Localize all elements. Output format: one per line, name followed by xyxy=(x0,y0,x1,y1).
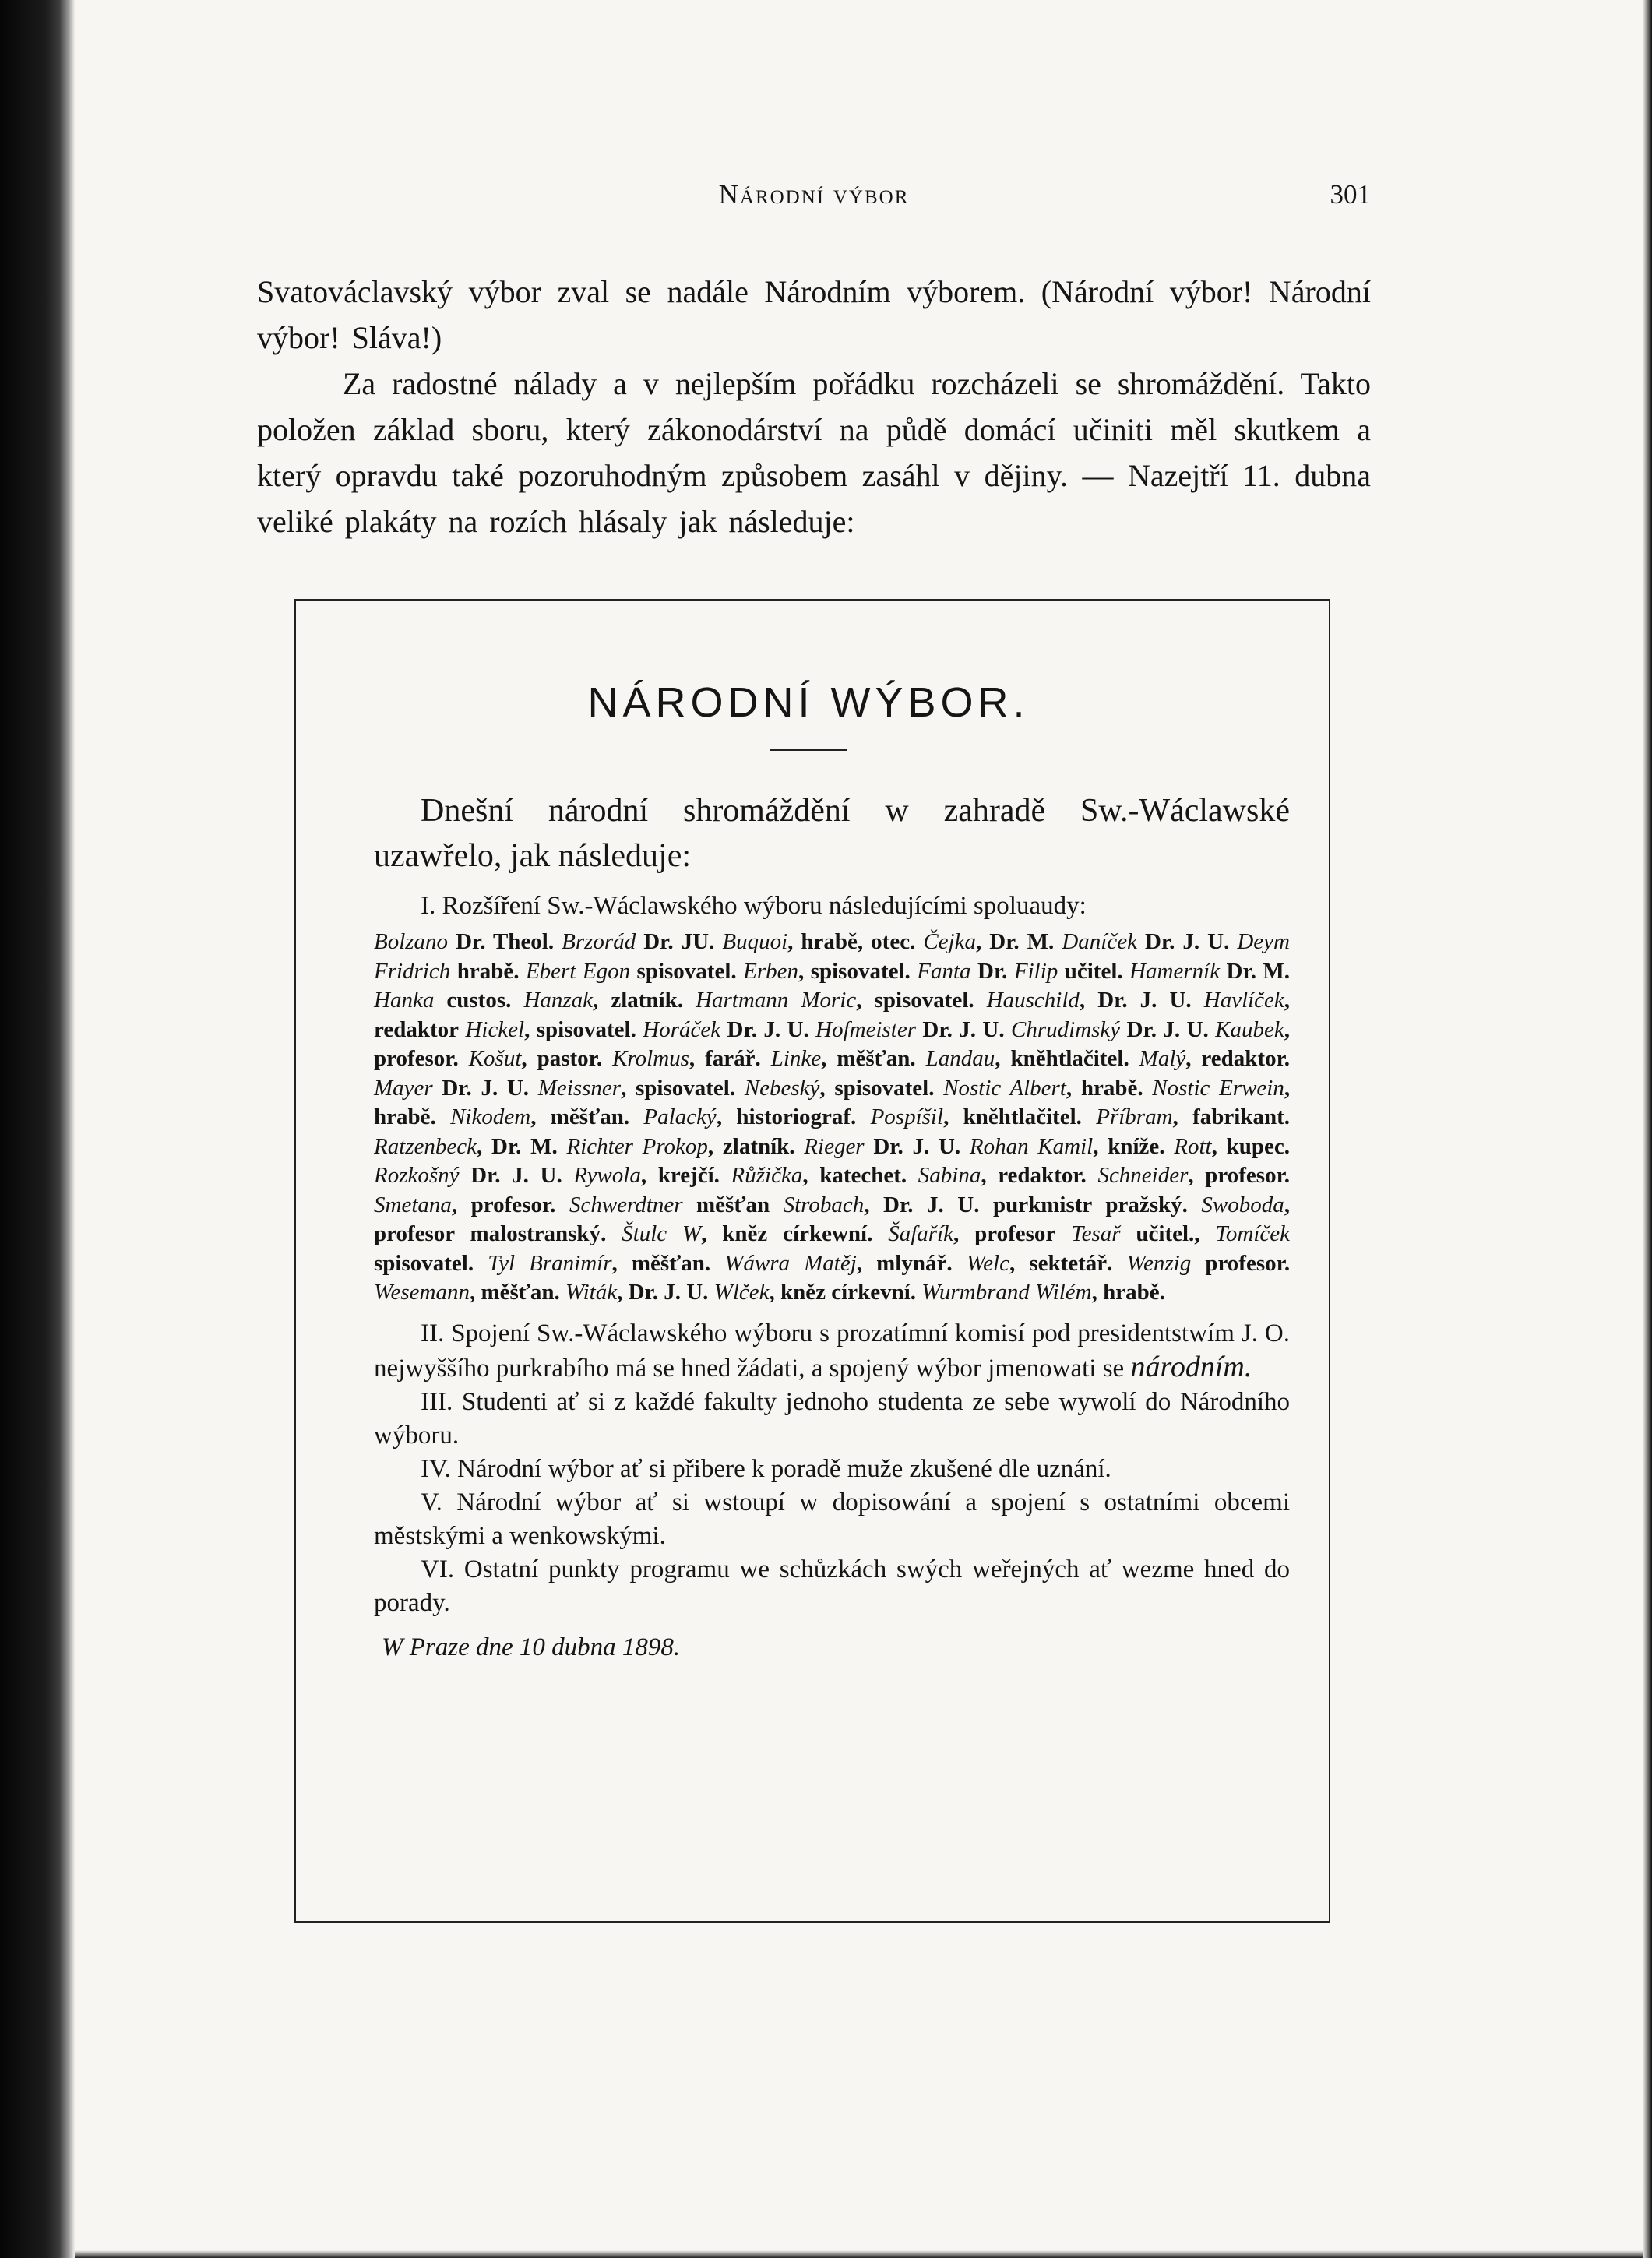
member-role: , redaktor. xyxy=(1185,1046,1291,1071)
member-name: Fanta xyxy=(917,958,971,984)
member-name: Štulc W xyxy=(622,1221,702,1246)
poster-item-4: IV. Národní wýbor ať si přibere k poradě muže zkušené dle uznání. xyxy=(421,1454,1111,1483)
member-name: Welc xyxy=(966,1250,1009,1276)
member-name: Filip xyxy=(1013,958,1058,984)
member-name: Krolmus xyxy=(612,1046,689,1071)
poster-intro: Dnešní národní shromáždění w zahradě Sw.-Wáclawské uzawřelo, jak následuje: xyxy=(374,793,1290,874)
poster-title: NÁRODNÍ WÝBOR. xyxy=(587,679,1030,726)
member-role: , profesor. xyxy=(451,1192,556,1217)
member-role: , zlatník. xyxy=(707,1133,795,1159)
member-role: Dr. Theol. xyxy=(448,929,555,954)
member-name: Hartmann Moric xyxy=(696,988,857,1013)
member-name: Hanzak xyxy=(523,988,594,1013)
member-entry xyxy=(538,1076,735,1101)
member-entry xyxy=(967,1251,1113,1276)
member-role: měšťan xyxy=(682,1192,770,1217)
member-name: Erben xyxy=(743,958,798,984)
member-name: Šafařík xyxy=(888,1221,953,1246)
member-entry xyxy=(573,1163,720,1188)
member-name: Malý xyxy=(1139,1046,1186,1071)
member-role: , kněhtlačitel. xyxy=(943,1104,1082,1129)
member-entry xyxy=(374,1280,560,1305)
member-name: Schwerdtner xyxy=(569,1192,683,1217)
member-entry xyxy=(622,1221,872,1246)
member-name: Rohan Kamil xyxy=(969,1133,1094,1159)
member-entry xyxy=(804,1134,960,1159)
member-name: Wlček xyxy=(713,1280,770,1305)
member-name: Kaubek xyxy=(1215,1016,1284,1042)
poster-item-3: III. Studenti ať si z každé fakulty jednoho studenta ze sebe wywolí do Národního wýboru. xyxy=(374,1387,1290,1450)
member-entry xyxy=(1129,959,1290,984)
member-role: , kníže. xyxy=(1093,1133,1165,1159)
member-role: , Dr. M. xyxy=(976,929,1055,954)
page-number: 301 xyxy=(1330,179,1371,210)
poster-item-5: V. Národní wýbor ať si wstoupí w dopisowání a spojení s ostatními obcemi městskými a wenkowskými. xyxy=(374,1488,1290,1550)
member-entry xyxy=(696,988,974,1013)
member-entry xyxy=(1014,959,1123,984)
member-entry xyxy=(562,929,714,954)
member-entry xyxy=(643,1104,856,1129)
member-role: , profesor malostranský. xyxy=(374,1192,1291,1246)
member-name: Richter Prokop xyxy=(566,1133,708,1159)
member-name: Meissner xyxy=(537,1075,622,1101)
member-role: , profesor. xyxy=(1188,1163,1291,1188)
member-role: Dr. J. U. xyxy=(432,1075,530,1101)
member-name: Tomíček xyxy=(1215,1221,1290,1246)
member-role: , hrabě. xyxy=(1066,1075,1143,1101)
member-role: , kněhtlačitel. xyxy=(995,1046,1129,1071)
member-name: Rywola xyxy=(573,1163,641,1188)
member-name: Příbram xyxy=(1096,1104,1173,1129)
member-entry xyxy=(565,1280,708,1305)
member-role: , pastor. xyxy=(521,1046,603,1071)
member-name: Witák xyxy=(565,1280,618,1305)
member-entry xyxy=(1096,1104,1290,1129)
member-role: , fabrikant. xyxy=(1172,1104,1290,1129)
poster-item-2 xyxy=(374,1317,1290,1386)
member-role: profesor. xyxy=(1191,1250,1291,1276)
member-role: , redaktor. xyxy=(981,1163,1087,1188)
member-entry xyxy=(488,1251,710,1276)
member-entry xyxy=(1071,1221,1199,1246)
member-name: Ratzenbeck xyxy=(374,1133,477,1159)
member-name: Bolzano xyxy=(374,929,449,954)
member-role: , kupec. xyxy=(1211,1133,1290,1159)
member-name: Linke xyxy=(770,1046,822,1071)
member-entry xyxy=(450,1104,629,1129)
member-name: Hauschild xyxy=(986,988,1080,1013)
member-role: , Dr. J. U. purkmistr pražský. xyxy=(864,1192,1188,1217)
member-name: Wenzig xyxy=(1126,1250,1192,1276)
member-name: Nebeský xyxy=(744,1075,820,1101)
member-role: , historiograf. xyxy=(716,1104,857,1129)
member-role: , měšťan. xyxy=(821,1046,916,1071)
member-role: , kněz církewní. xyxy=(701,1221,873,1246)
member-name: Rozkošný xyxy=(374,1163,460,1188)
member-name: Hofmeister xyxy=(815,1016,917,1042)
member-role: , redaktor xyxy=(374,988,1291,1042)
member-entry xyxy=(714,1280,916,1305)
running-title xyxy=(257,179,1371,210)
member-name: Ebert Egon xyxy=(525,958,631,984)
member-role: Dr. J. U. xyxy=(459,1163,562,1188)
member-entry xyxy=(926,1046,1129,1071)
member-name: Růžička xyxy=(731,1163,803,1188)
page-edge-bottom xyxy=(75,2250,1643,2258)
member-role: Dr. xyxy=(970,958,1008,984)
member-role: , krejčí. xyxy=(640,1163,720,1188)
member-role: , Dr. J. U. xyxy=(617,1280,709,1305)
member-role: Dr. J. U. xyxy=(720,1016,809,1042)
page-edge-right xyxy=(1643,0,1652,2258)
member-name: Tesař xyxy=(1071,1221,1121,1246)
member-name: Hickel xyxy=(465,1016,525,1042)
member-role: učitel., xyxy=(1120,1221,1200,1246)
member-role: , hrabě, otec. xyxy=(787,929,916,954)
member-entry xyxy=(465,1017,636,1042)
member-name: Buquoi xyxy=(722,929,788,954)
member-name: Palacký xyxy=(643,1104,717,1129)
member-name: Sabina xyxy=(918,1163,981,1188)
member-role: Dr. J. U. xyxy=(864,1133,961,1159)
member-entry xyxy=(526,959,737,984)
member-name: Nikodem xyxy=(450,1104,531,1129)
member-name: Daníček xyxy=(1062,929,1137,954)
member-name: Horáček xyxy=(643,1016,721,1042)
member-role: Dr. JU. xyxy=(636,929,715,954)
member-entry xyxy=(374,929,554,954)
member-name: Mayer xyxy=(374,1075,433,1101)
member-role: Dr. J. U. xyxy=(916,1016,1005,1042)
member-entry xyxy=(771,1046,916,1071)
member-name: Rott xyxy=(1174,1133,1212,1159)
running-title-text: Národní výbor xyxy=(718,179,910,210)
member-name: Brzorád xyxy=(562,929,636,954)
member-entry xyxy=(374,988,511,1013)
member-entry xyxy=(374,1076,529,1101)
member-entry xyxy=(1174,1134,1290,1159)
member-name: Smetana xyxy=(374,1192,452,1217)
member-entry xyxy=(943,1076,1143,1101)
running-header xyxy=(257,179,1371,226)
member-role: , profesor. xyxy=(374,1016,1291,1071)
member-role: , sektetář. xyxy=(1009,1250,1113,1276)
member-entry xyxy=(743,959,911,984)
member-name: Čejka xyxy=(923,929,976,954)
member-list xyxy=(374,928,1290,1308)
member-entry xyxy=(918,1163,1087,1188)
member-entry xyxy=(569,1192,770,1217)
member-name: Wáwra Matěj xyxy=(724,1250,857,1276)
member-role: , spisovatel. xyxy=(798,958,911,984)
member-entry xyxy=(1097,1163,1290,1188)
poster-item-2-text: II. Spojení Sw.-Wáclawského wýboru s prozatímní komisí pod presidentstwím J. O. nejwyššího purkrabího má se hned žádati, a spojený wýbor jmenowati se xyxy=(374,1319,1290,1383)
member-entry xyxy=(1139,1046,1290,1071)
member-entry xyxy=(523,988,683,1013)
member-entry xyxy=(374,1134,558,1159)
book-page xyxy=(257,179,1371,1923)
member-entry xyxy=(917,959,1007,984)
member-name: Swoboda xyxy=(1201,1192,1284,1217)
member-role: , farář. xyxy=(689,1046,761,1071)
member-role: , hrabě. xyxy=(1091,1280,1165,1305)
member-name: Deym Fridrich xyxy=(374,929,1290,984)
member-role: , profesor xyxy=(953,1221,1056,1246)
member-role: , mlynář. xyxy=(856,1250,953,1276)
member-name: Rieger xyxy=(804,1133,865,1159)
member-role: Dr. J. U. xyxy=(1120,1016,1209,1042)
member-entry xyxy=(722,929,915,954)
member-entry xyxy=(923,929,1054,954)
member-role: , kněz církevní. xyxy=(769,1280,917,1305)
member-role: , hrabě. xyxy=(374,1075,1291,1129)
member-entry xyxy=(987,988,1192,1013)
member-role: spisovatel. xyxy=(374,1250,474,1276)
lead-text xyxy=(257,269,1371,544)
member-entry xyxy=(921,1280,1165,1305)
lead-paragraph-2: Za radostné nálady a v nejlepším pořádku rozcházeli se shromáždění. Takto položen základ sboru, který zákonodárství na půdě domácí učiniti měl skutkem a který opravdu také pozoruhodným způsobem zasáhl v dějiny. — Nazejtří 11. dubna veliké plakáty na rozích hlásaly jak následuje: xyxy=(257,366,1371,539)
member-entry xyxy=(1127,1251,1291,1276)
poster-item-6: VI. Ostatní punkty programu we schůzkách swých weřejných ať wezme hned do porady. xyxy=(374,1555,1290,1617)
member-role: , Dr. J. U. xyxy=(1079,988,1192,1013)
member-entry xyxy=(815,1017,1004,1042)
member-entry xyxy=(784,1192,1188,1217)
member-name: Nostic Albert xyxy=(943,1075,1066,1101)
member-role: , spisovatel. xyxy=(819,1075,935,1101)
lead-paragraph-1: Svatováclavský výbor zval se nadále Národním výborem. (Národní výbor! Národní výbor! Sláva!) xyxy=(257,274,1371,355)
member-entry xyxy=(724,1251,952,1276)
member-entry xyxy=(1011,1017,1209,1042)
poster-item-1: I. Rozšíření Sw.-Wáclawského wýboru následujícími spoluaudy: xyxy=(421,892,1087,920)
poster-signoff: W Praze dne 10 dubna 1898. xyxy=(382,1633,681,1661)
member-name: Havlíček xyxy=(1203,988,1284,1013)
member-name: Chrudimský xyxy=(1011,1016,1121,1042)
member-name: Nostic Erwein xyxy=(1152,1075,1284,1101)
member-name: Strobach xyxy=(783,1192,865,1217)
book-spine-shadow xyxy=(0,0,75,2258)
member-name: Hamerník xyxy=(1129,958,1221,984)
member-role: spisovatel. xyxy=(630,958,737,984)
member-entry xyxy=(612,1046,761,1071)
member-entry xyxy=(871,1104,1082,1129)
member-role: učitel. xyxy=(1058,958,1123,984)
poster-item-2-emphasis: národním. xyxy=(1130,1350,1252,1383)
member-role: custos. xyxy=(434,988,512,1013)
member-name: Wesemann xyxy=(374,1280,470,1305)
member-entry xyxy=(888,1221,1055,1246)
member-role: hrabě. xyxy=(450,958,520,984)
title-rule xyxy=(770,749,847,751)
member-role: , měšťan. xyxy=(469,1280,560,1305)
member-entry xyxy=(643,1017,808,1042)
member-name: Tyl Branimír xyxy=(488,1250,612,1276)
member-entry xyxy=(374,1163,562,1188)
poster-box xyxy=(294,599,1330,1923)
member-role: , měšťan. xyxy=(611,1250,711,1276)
member-name: Košut xyxy=(468,1046,522,1071)
member-role: , spisovatel. xyxy=(856,988,974,1013)
member-entry xyxy=(745,1076,935,1101)
member-role: Dr. J. U. xyxy=(1136,929,1230,954)
member-entry xyxy=(567,1134,795,1159)
member-role: , Dr. M. xyxy=(477,1133,558,1159)
member-role: , spisovatel. xyxy=(524,1016,636,1042)
member-entry xyxy=(1062,929,1229,954)
member-role: , zlatník. xyxy=(593,988,684,1013)
member-entry xyxy=(731,1163,907,1188)
member-role: Dr. M. xyxy=(1220,958,1291,984)
member-role: , měšťan. xyxy=(530,1104,630,1129)
member-entry xyxy=(970,1134,1165,1159)
member-name: Landau xyxy=(925,1046,995,1071)
member-name: Schneider xyxy=(1097,1163,1189,1188)
member-name: Wurmbrand Wilém xyxy=(921,1280,1092,1305)
member-entry xyxy=(469,1046,602,1071)
member-role: , katechet. xyxy=(802,1163,907,1188)
member-name: Pospíšil xyxy=(870,1104,944,1129)
member-name: Hanka xyxy=(374,988,435,1013)
member-entry xyxy=(374,1192,555,1217)
member-role: , spisovatel. xyxy=(621,1075,736,1101)
